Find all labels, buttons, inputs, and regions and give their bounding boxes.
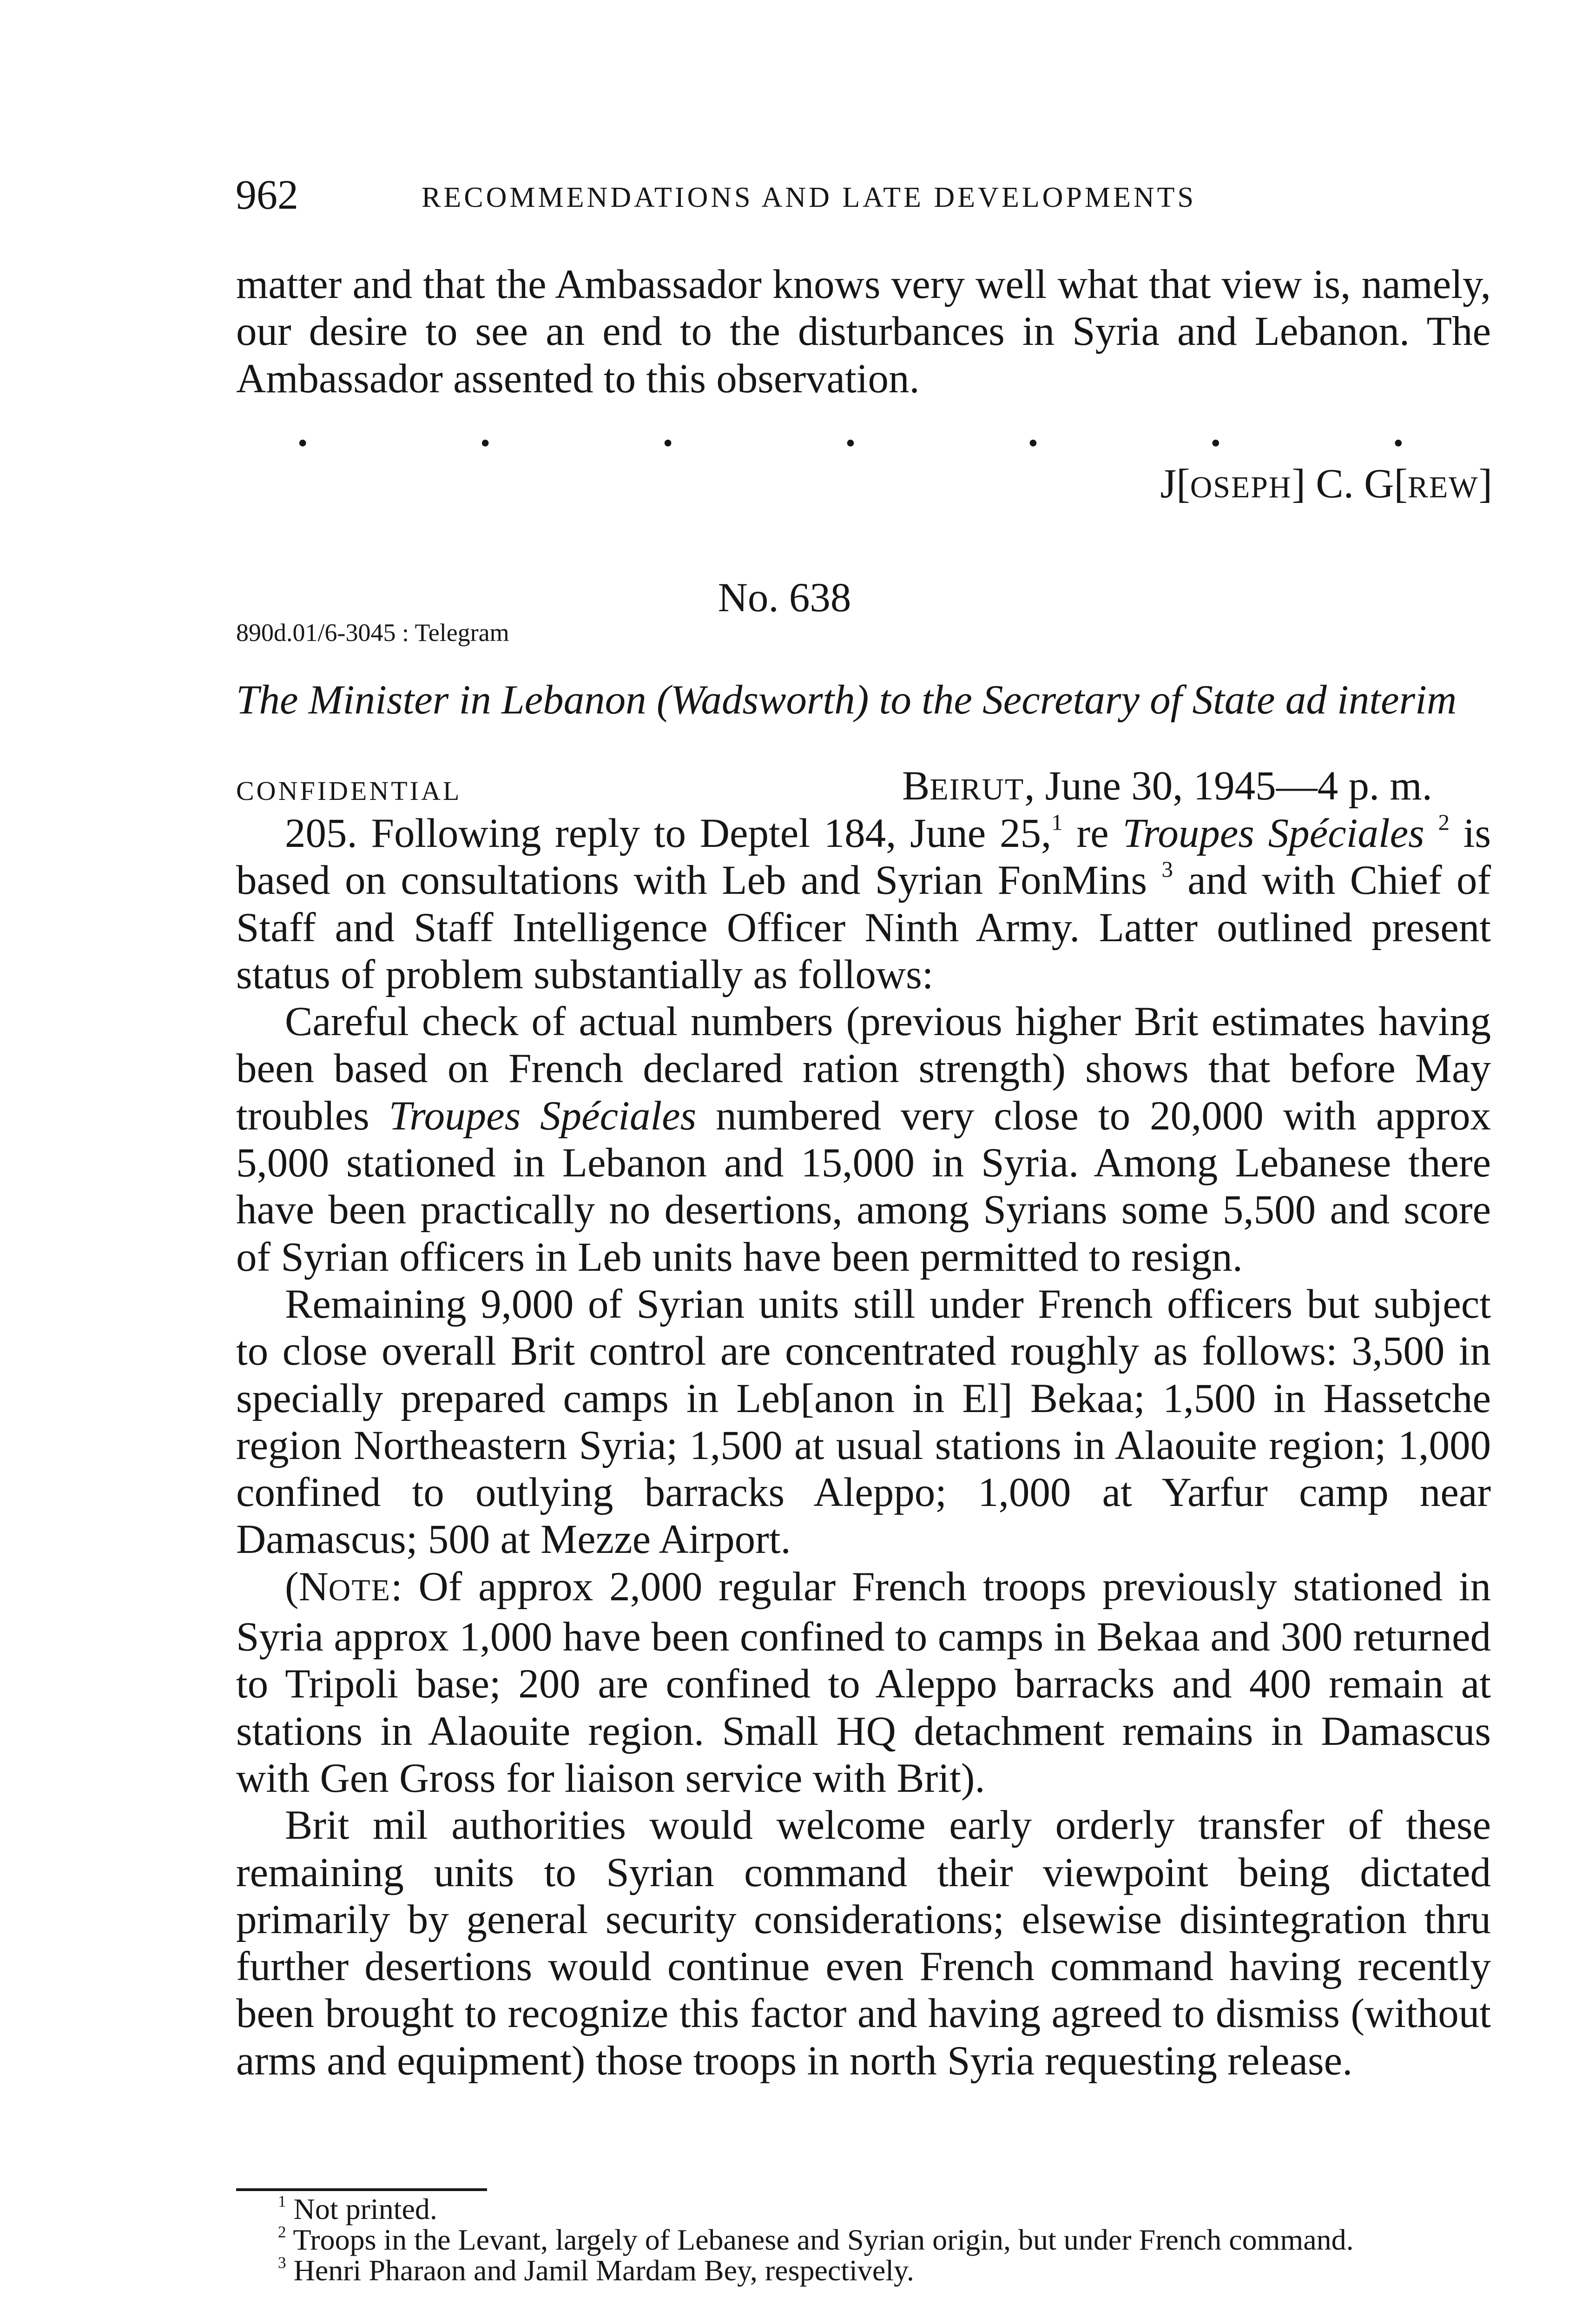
footnote-ref-2: 2 xyxy=(1438,809,1450,835)
telegram-body xyxy=(236,810,1491,2085)
ellipsis-row xyxy=(297,408,1404,456)
ellipsis-dot: . xyxy=(1393,409,1404,455)
footnote-1: $^1$ Not printed. xyxy=(278,2192,437,2225)
ellipsis-dot: . xyxy=(1028,409,1039,455)
ellipsis-dot: . xyxy=(1210,409,1221,455)
document-number: No. 638 xyxy=(718,575,851,621)
classification-label: CONFIDENTIAL xyxy=(236,776,462,806)
footnote-ref-3: 3 xyxy=(1161,856,1173,882)
signature: J[OSEPH] C. G[REW] xyxy=(1160,461,1492,507)
footnote-2: $^2$ Troops in the Levant, largely of Lebanese and Syrian origin, but under French command. xyxy=(278,2223,1354,2256)
ellipsis-dot: . xyxy=(845,409,856,455)
paragraph-1: 205. Following reply to Deptel 184, June 25,$^1$ re Troupes Spéciales $^2$ is based on consultations with Leb and Syrian FonMins $^3$ and with Chief of Staff and Staff Intelligence Officer Ninth Army. Latter outlined present status of problem substantially as follows: xyxy=(236,809,1491,997)
footnotes xyxy=(236,2194,1491,2286)
footnote-ref-1: 1 xyxy=(1051,809,1063,835)
document-heading: The Minister in Lebanon (Wadsworth) to the Secretary of State ad interim xyxy=(236,677,1457,723)
paragraph-4: (NOTE: Of approx 2,000 regular French troops previously stationed in Syria approx 1,000 have been confined to camps in Bekaa and 300 returned to Tripoli base; 200 are confined to Aleppo barracks and 400 remain at stations in Alaouite region. Small HQ detachment remains in Damascus with Gen Gross for liaison service with Brit). xyxy=(236,1564,1491,1801)
paragraph-2: Careful check of actual numbers (previous higher Brit estimates having been based on French declared ration strength) shows that before May troubles Troupes Spéciales numbered very close to 20,000 with approx 5,000 stationed in Lebanon and 15,000 in Syria. Among Lebanese there have been practically no desertions, among Syrians some 5,500 and score of Syrian officers in Leb units have been permitted to resign. xyxy=(236,999,1491,1280)
dateline: BEIRUT, June 30, 1945—4 p. m. xyxy=(902,763,1432,809)
running-title: RECOMMENDATIONS AND LATE DEVELOPMENTS xyxy=(422,182,1196,213)
continuation-paragraph: matter and that the Ambassador knows very well what that view is, namely, our desire to see an end to the disturbances in Syria and Lebanon. The Ambassador assented to this observation. xyxy=(236,262,1491,402)
footnote-divider xyxy=(236,2188,487,2191)
paragraph-5: Brit mil authorities would welcome early orderly transfer of these remaining units to Syrian command their viewpoint being dictated primarily by general security considerations; elsewise disintegration thru further desertions would continue even French command having recently been brought to recognize this factor and having agreed to dismiss (without arms and equipment) those troops in north Syria requesting release. xyxy=(236,1802,1491,2084)
ellipsis-dot: . xyxy=(662,409,673,455)
ellipsis-dot: . xyxy=(480,409,491,455)
paragraph-3: Remaining 9,000 of Syrian units still under French officers but subject to close overall Brit control are concentrated roughly as follows: 3,500 in specially prepared camps in Leb[anon in El] Bekaa; 1,500 in Hassetche region Northeastern Syria; 1,500 at usual stations in Alaouite region; 1,000 confined to outlying barracks Aleppo; 1,000 at Yarfur camp near Damascus; 500 at Mezze Airport. xyxy=(236,1281,1491,1563)
file-reference: 890d.01/6-3045 : Telegram xyxy=(236,619,509,647)
ellipsis-dot: . xyxy=(297,409,308,455)
footnote-3: $^3$ Henri Pharaon and Jamil Mardam Bey, respectively. xyxy=(278,2253,914,2287)
page-number: 962 xyxy=(236,172,298,218)
